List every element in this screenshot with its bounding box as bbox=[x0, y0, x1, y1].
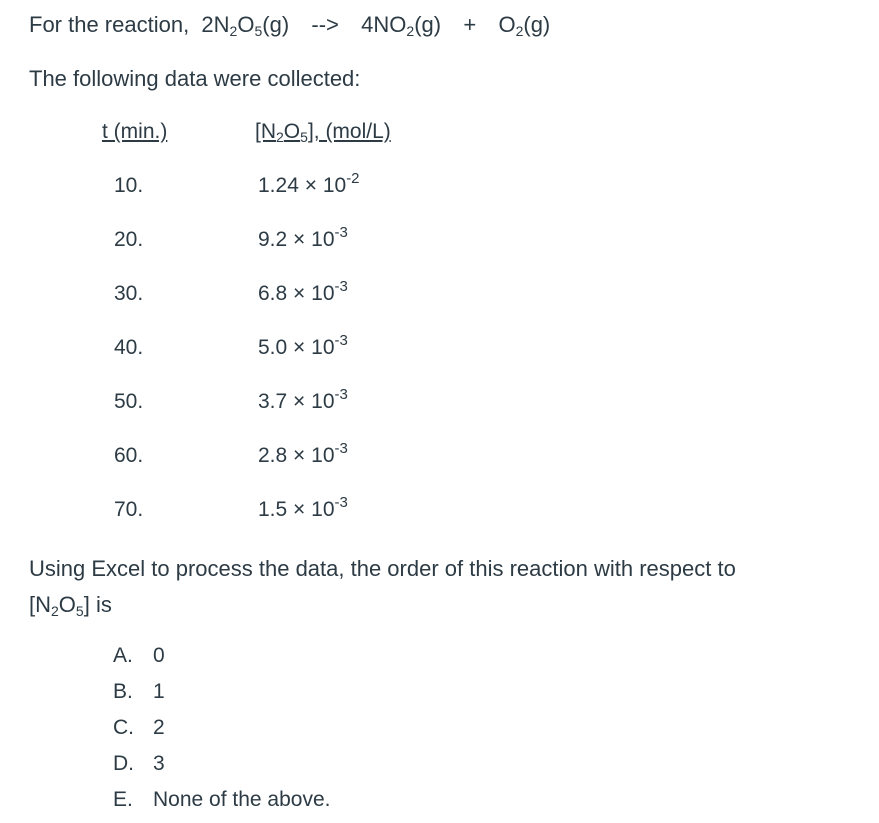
concentration-value: $2.8 \times 10^{-3}$ bbox=[258, 440, 348, 467]
time-value: 10. bbox=[114, 174, 144, 197]
reactant: $2N_2O_5(g)$ bbox=[201, 12, 290, 39]
table-row bbox=[0, 224, 879, 258]
table-row bbox=[0, 278, 879, 312]
concentration-value: $3.7 \times 10^{-3}$ bbox=[258, 386, 348, 413]
concentration-value: $1.24 \times 10^{-2}$ bbox=[258, 170, 360, 197]
time-value: 70. bbox=[114, 498, 144, 521]
concentration-value: $6.8 \times 10^{-3}$ bbox=[258, 278, 348, 305]
table-row bbox=[0, 440, 879, 474]
time-value: 40. bbox=[114, 336, 144, 359]
answer-option-e[interactable]: E. None of the above. bbox=[113, 788, 331, 811]
table-header-time: t (min.) bbox=[102, 120, 168, 143]
answer-option-c[interactable]: C. 2 bbox=[113, 716, 165, 739]
table-row bbox=[0, 170, 879, 204]
answer-option-d[interactable]: D. 3 bbox=[113, 752, 165, 775]
answer-option-a[interactable]: A. 0 bbox=[113, 644, 165, 667]
intro-text: The following data were collected: bbox=[29, 66, 361, 91]
answer-list bbox=[113, 642, 330, 822]
time-value: 20. bbox=[114, 228, 144, 251]
answer-option-b[interactable]: B. 1 bbox=[113, 680, 165, 703]
time-value: 60. bbox=[114, 444, 144, 467]
reaction-arrow: --> bbox=[311, 12, 339, 37]
table-row bbox=[0, 332, 879, 366]
reaction-prefix: For the reaction, bbox=[29, 12, 190, 37]
concentration-value: $1.5 \times 10^{-3}$ bbox=[258, 494, 348, 521]
product-2: $O_2(g)$ bbox=[498, 12, 551, 39]
product-1: $4NO_2(g)$ bbox=[361, 12, 442, 39]
concentration-value: $9.2 \times 10^{-3}$ bbox=[258, 224, 348, 251]
concentration-value: $5.0 \times 10^{-3}$ bbox=[258, 332, 348, 359]
table-header-concentration: $[N_2O_5]$, (mol/L) bbox=[255, 120, 391, 145]
time-value: 50. bbox=[114, 390, 144, 413]
question-text: Using Excel to process the data, the order of this reaction with respect to $[N_2O_5]$ is bbox=[29, 556, 736, 619]
table-row bbox=[0, 386, 879, 420]
plus-sign: + bbox=[463, 12, 477, 37]
table-row bbox=[0, 494, 879, 528]
time-value: 30. bbox=[114, 282, 144, 305]
reaction-equation bbox=[29, 12, 550, 38]
